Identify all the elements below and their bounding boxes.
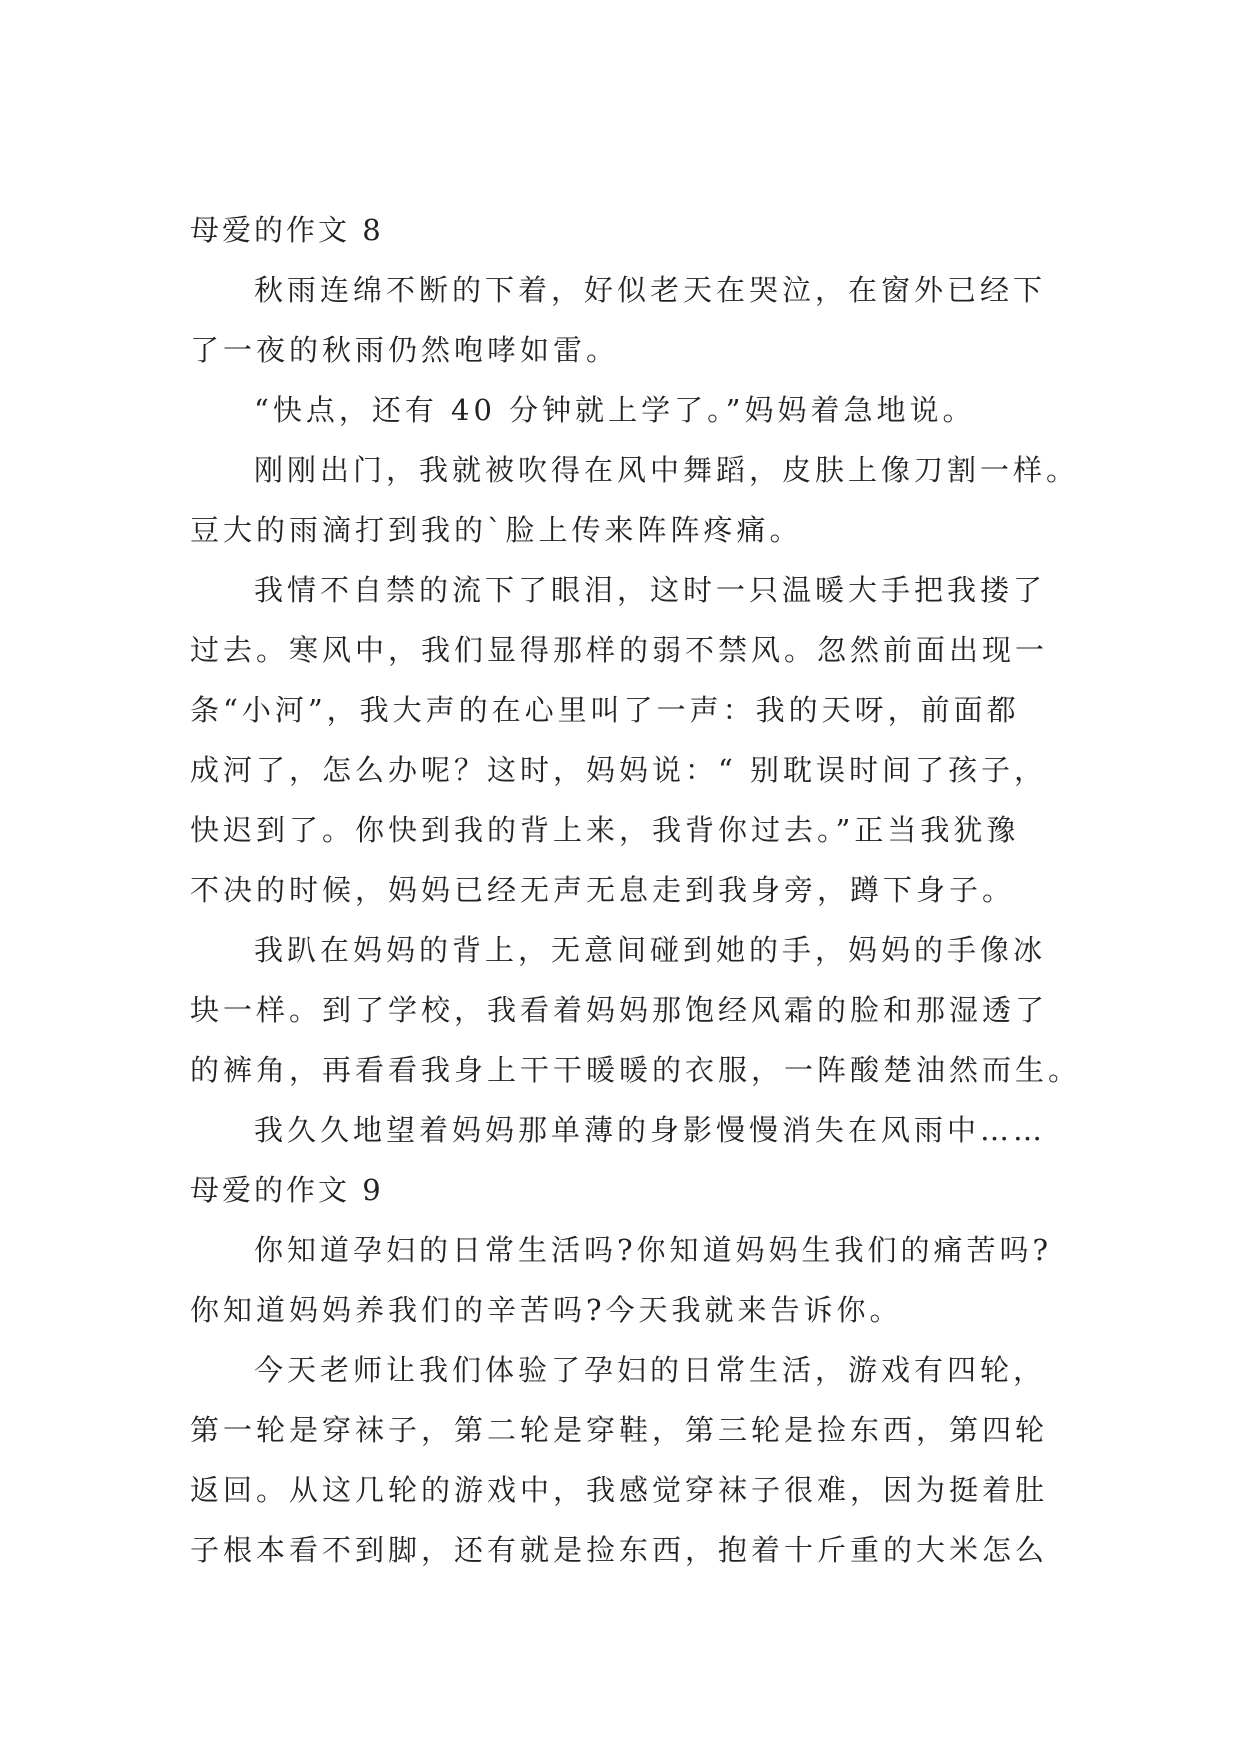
paragraph-line: 了一夜的秋雨仍然咆哮如雷。 bbox=[190, 333, 620, 367]
paragraph-line: 我情不自禁的流下了眼泪，这时一只温暖大手把我搂了 bbox=[254, 573, 1047, 607]
document-page bbox=[190, 200, 1082, 1580]
paragraph-line: 快迟到了。你快到我的背上来，我背你过去。”正当我犹豫 bbox=[190, 813, 1020, 847]
paragraph-line: 条“小河”，我大声的在心里叫了一声：我的天呀，前面都 bbox=[190, 693, 1020, 727]
section-heading-9: 母爱的作文 9 bbox=[190, 1173, 384, 1207]
paragraph-line: 豆大的雨滴打到我的`脸上传来阵阵疼痛。 bbox=[190, 513, 803, 547]
paragraph-line: 秋雨连绵不断的下着，好似老天在哭泣，在窗外已经下 bbox=[254, 273, 1047, 307]
paragraph-line: “快点，还有 40 分钟就上学了。”妈妈着急地说。 bbox=[254, 393, 976, 427]
paragraph-line: 刚刚出门，我就被吹得在风中舞蹈，皮肤上像刀割一样。 bbox=[254, 453, 1080, 487]
paragraph-line: 的裤角，再看看我身上干干暖暖的衣服，一阵酸楚油然而生。 bbox=[190, 1053, 1082, 1087]
paragraph-line: 过去。寒风中，我们显得那样的弱不禁风。忽然前面出现一 bbox=[190, 633, 1049, 667]
paragraph-line: 你知道妈妈养我们的辛苦吗?今天我就来告诉你。 bbox=[190, 1293, 903, 1327]
paragraph-line: 块一样。到了学校，我看着妈妈那饱经风霜的脸和那湿透了 bbox=[190, 993, 1049, 1027]
paragraph-line: 返回。从这几轮的游戏中，我感觉穿袜子很难，因为挺着肚 bbox=[190, 1473, 1049, 1507]
paragraph-line: 我趴在妈妈的背上，无意间碰到她的手，妈妈的手像冰 bbox=[254, 933, 1047, 967]
paragraph-line: 我久久地望着妈妈那单薄的身影慢慢消失在风雨中…… bbox=[254, 1113, 1047, 1147]
paragraph-line: 成河了，怎么办呢？这时，妈妈说：“ 别耽误时间了孩子， bbox=[190, 753, 1048, 787]
paragraph-line: 你知道孕妇的日常生活吗?你知道妈妈生我们的痛苦吗? bbox=[254, 1233, 1053, 1267]
paragraph-line: 子根本看不到脚，还有就是捡东西，抱着十斤重的大米怎么 bbox=[190, 1533, 1049, 1567]
paragraph-line: 第一轮是穿袜子，第二轮是穿鞋，第三轮是捡东西，第四轮 bbox=[190, 1413, 1049, 1447]
paragraph-line: 今天老师让我们体验了孕妇的日常生活，游戏有四轮， bbox=[254, 1353, 1047, 1387]
paragraph-line: 不决的时候，妈妈已经无声无息走到我身旁，蹲下身子。 bbox=[190, 873, 1016, 907]
section-heading-8: 母爱的作文 8 bbox=[190, 213, 384, 247]
